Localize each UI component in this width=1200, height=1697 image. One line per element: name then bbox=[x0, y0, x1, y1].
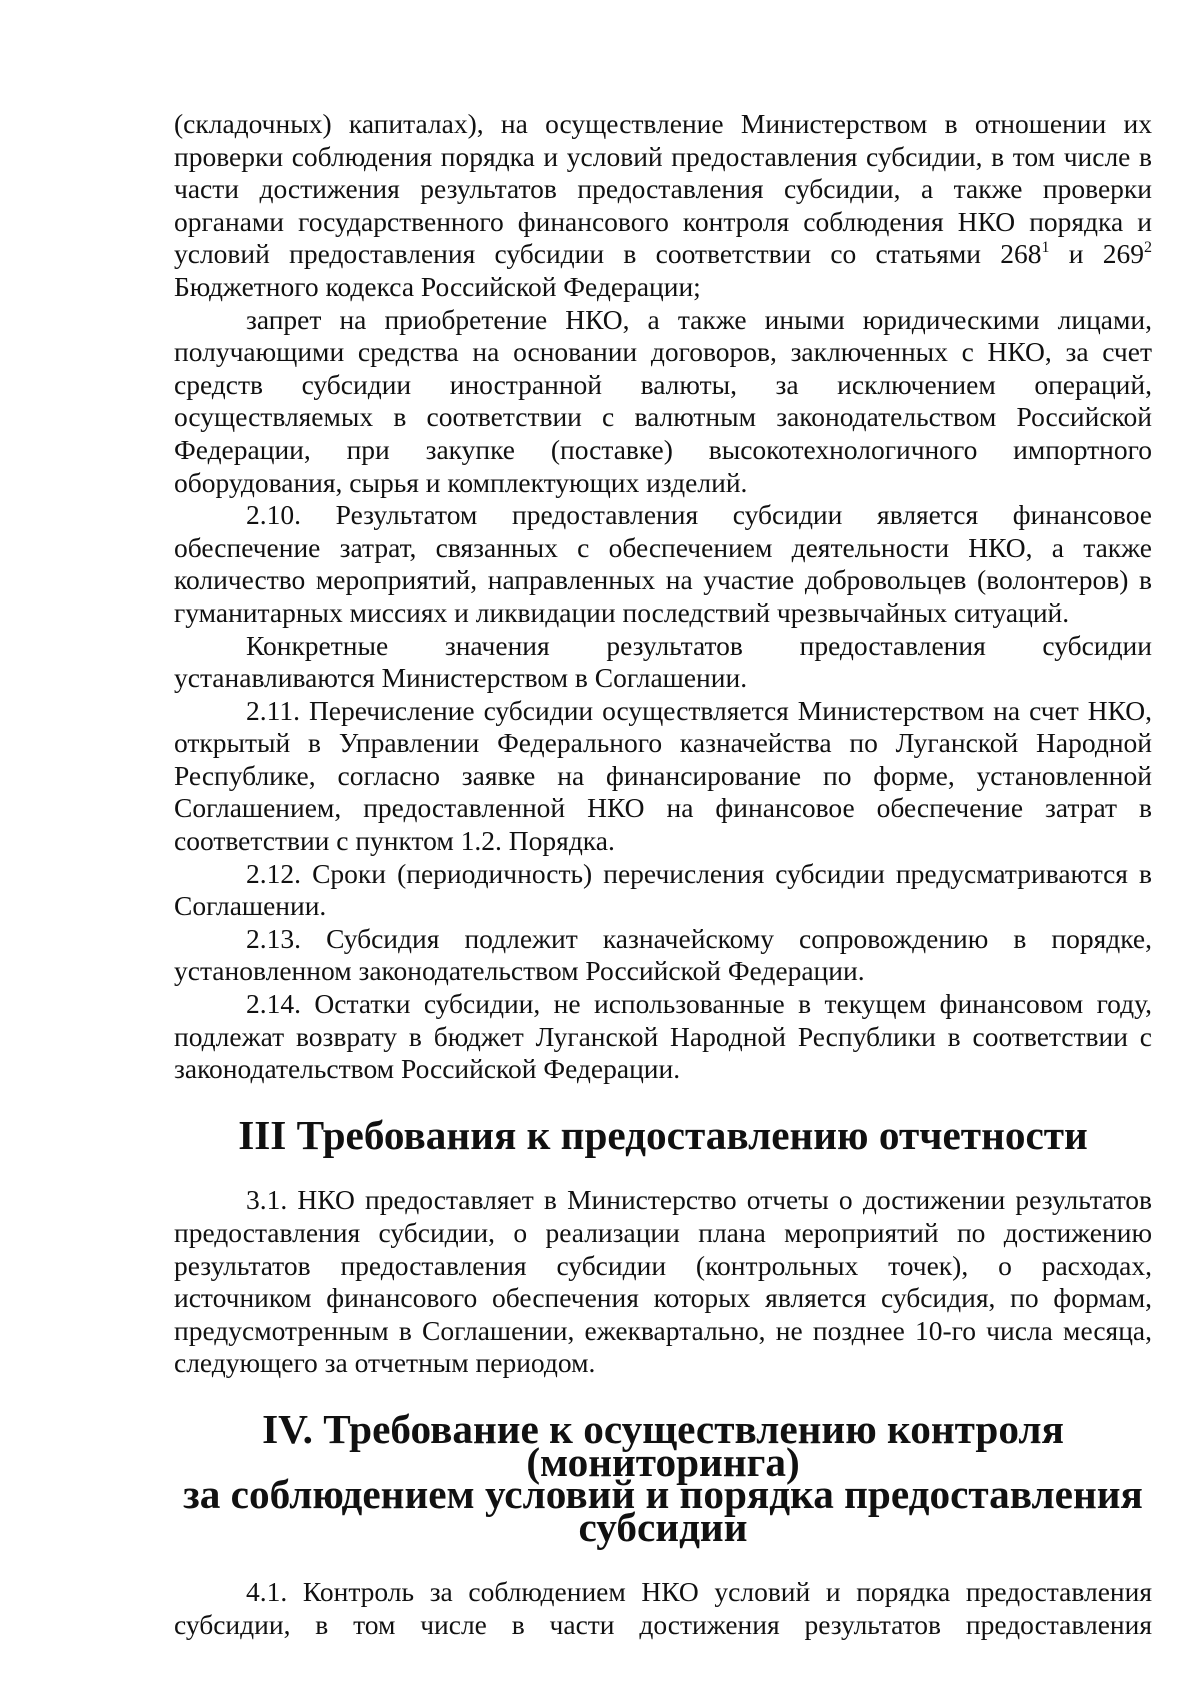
paragraph-intro-text-b: и 269 bbox=[1049, 238, 1144, 270]
paragraph-intro-text-c: Бюджетного кодекса Российской Федерации; bbox=[174, 270, 701, 302]
paragraph-intro-text-a: (складочных) капиталах), на осуществление Министерством в отношении их проверки соблюдения порядка и условий предоставления субсидии, в том числе в части достижения результатов предоставления субсидии, а также проверки органами государственного финансового контроля соблюдения НКО порядка и условий предоставления субсидии в соответствии со статьями 268 bbox=[174, 108, 1152, 270]
paragraph-2-10: 2.10. Результатом предоставления субсидии является финансовое обеспечение затрат, связанных с обеспечением деятельности НКО, а также количество мероприятий, направленных на участие добровольцев (волонтеров) в гуманитарных миссиях и ликвидации последствий чрезвычайных ситуаций. bbox=[174, 499, 1152, 628]
section-heading-3: III Требования к предоставлению отчетности bbox=[238, 1111, 1088, 1158]
document-page bbox=[174, 108, 1152, 1642]
section-heading-4 bbox=[174, 1405, 1152, 1550]
section-heading-4-line-2: за соблюдением условий и порядка предоставления субсидии bbox=[183, 1471, 1143, 1550]
superscript-2: 2 bbox=[1144, 239, 1152, 257]
paragraph-2-13: 2.13. Субсидия подлежит казначейскому сопровождению в порядке, установленном законодательством Российской Федерации. bbox=[174, 922, 1152, 987]
paragraph-2-14: 2.14. Остатки субсидии, не использованные в текущем финансовом году, подлежат возврату в бюджет Луганской Народной Республики в соответствии с законодательством Российской Федерации. bbox=[174, 988, 1152, 1085]
paragraph-ban: запрет на приобретение НКО, а также иными юридическими лицами, получающими средства на основании договоров, заключенных с НКО, за счет средств субсидии иностранной валюты, за исключением операций, осуществляемых в соответствии с валютным законодательством Российской Федерации, при закупке (поставке) высокотехнологичного импортного оборудования, сырья и комплектующих изделий. bbox=[174, 303, 1152, 498]
paragraph-2-11: 2.11. Перечисление субсидии осуществляется Министерством на счет НКО, открытый в Управлении Федерального казначейства по Луганской Народной Республике, согласно заявке на финансирование по форме, установленной Соглашением, предоставленной НКО на финансовое обеспечение затрат в соответствии с пунктом 1.2. Порядка. bbox=[174, 694, 1152, 857]
superscript-1: 1 bbox=[1041, 239, 1050, 257]
section-heading-4-line-1: IV. Требование к осуществлению контроля (мониторинга) bbox=[262, 1405, 1064, 1485]
paragraph-intro bbox=[174, 108, 1152, 304]
paragraph-3-1: 3.1. НКО предоставляет в Министерство отчеты о достижении результатов предоставления субсидии, о реализации плана мероприятий по достижению результатов предоставления субсидии (контрольных точек), о расходах, источником финансового обеспечения которых является субсидия, по формам, предусмотренным в Соглашении, ежеквартально, не позднее 10-го числа месяца, следующего за отчетным периодом. bbox=[174, 1184, 1152, 1379]
paragraph-4-1: 4.1. Контроль за соблюдением НКО условий и порядка предоставления субсидии, в том числе в части достижения результатов предоставления bbox=[174, 1576, 1152, 1640]
paragraph-2-12: 2.12. Сроки (периодичность) перечисления субсидии предусматриваются в Соглашении. bbox=[174, 857, 1152, 922]
paragraph-concrete-values: Конкретные значения результатов предоставления субсидии устанавливаются Министерством в Соглашении. bbox=[174, 629, 1152, 694]
